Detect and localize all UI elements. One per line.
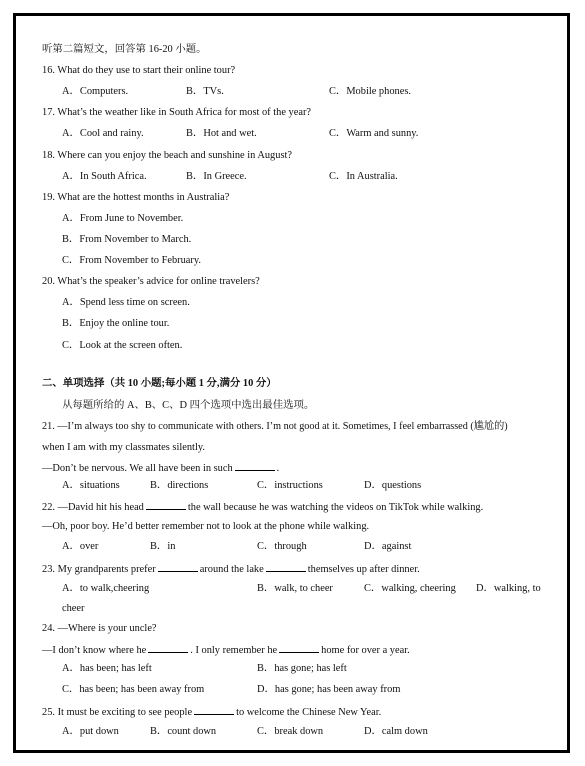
q17-option-a: A．Cool and rainy. xyxy=(62,128,144,139)
q23-option-c: C．walking, cheering xyxy=(364,583,456,594)
q25-option-c: C．break down xyxy=(257,726,324,737)
q21-line-2: when I am with my classmates silently. xyxy=(42,442,205,453)
q21-option-c: C．instructions xyxy=(257,480,323,491)
q20-option-b: B．Enjoy the online tour. xyxy=(62,318,170,329)
section-intro: 听第二篇短文，回答第 16-20 小题。 xyxy=(42,44,207,55)
answer-blank xyxy=(235,461,275,471)
q22-option-a: A．over xyxy=(62,541,99,552)
question-19: 19. What are the hottest months in Australia? xyxy=(42,192,230,203)
q24-line-1: 24. —Where is your uncle? xyxy=(42,623,157,634)
q22-option-c: C．through xyxy=(257,541,307,552)
q18-option-b: B．In Greece. xyxy=(186,171,247,182)
answer-blank xyxy=(158,562,198,572)
answer-blank xyxy=(266,562,306,572)
q21-option-b: B．directions xyxy=(150,480,209,491)
q22-option-d: D．against xyxy=(364,541,412,552)
question-17: 17. What’s the weather like in South Africa for most of the year? xyxy=(42,107,312,118)
q23-option-d: D．walking, to xyxy=(476,583,541,594)
q21-option-d: D．questions xyxy=(364,480,422,491)
q25-option-d: D．calm down xyxy=(364,726,428,737)
q22-line-1: 22. —David hit his head the wall because he was watching the videos on TikTok while walking. xyxy=(42,502,484,513)
q23-option-d-wrap: cheer xyxy=(62,603,85,614)
q19-option-c: C．From November to February. xyxy=(62,255,201,266)
q21-line-3: —Don’t be nervous. We all have been in such . xyxy=(42,463,280,474)
q16-option-c: C．Mobile phones. xyxy=(329,86,411,97)
question-16: 16. What do they use to start their online tour? xyxy=(42,65,236,76)
q20-option-c: C．Look at the screen often. xyxy=(62,340,183,351)
q17-option-b: B．Hot and wet. xyxy=(186,128,257,139)
q25-option-a: A．put down xyxy=(62,726,119,737)
q21-line-1: 21. —I’m always too shy to communicate with others. I’m not good at it. Sometimes, I feel embarrassed (尴尬的) xyxy=(42,421,508,432)
q18-option-c: C．In Australia. xyxy=(329,171,398,182)
q19-option-a: A．From June to November. xyxy=(62,213,184,224)
q16-option-a: A．Computers. xyxy=(62,86,129,97)
q25-option-b: B．count down xyxy=(150,726,217,737)
answer-blank xyxy=(146,500,186,510)
q24-option-a: A．has been; has left xyxy=(62,663,152,674)
q19-option-b: B．From November to March. xyxy=(62,234,192,245)
q23-option-a: A．to walk,cheering xyxy=(62,583,150,594)
q22-option-b: B．in xyxy=(150,541,176,552)
q18-option-a: A．In South Africa. xyxy=(62,171,147,182)
q23-line-1: 23. My grandparents prefer around the lake themselves up after dinner. xyxy=(42,564,420,575)
q20-option-a: A．Spend less time on screen. xyxy=(62,297,190,308)
answer-blank xyxy=(279,643,319,653)
section-heading: 二、单项选择（共 10 小题;每小题 1 分,满分 10 分） xyxy=(42,378,277,389)
question-20: 20. What’s the speaker’s advice for online travelers? xyxy=(42,276,260,287)
q24-option-c: C．has been; has been away from xyxy=(62,684,205,695)
q17-option-c: C．Warm and sunny. xyxy=(329,128,419,139)
q16-option-b: B．TVs. xyxy=(186,86,224,97)
answer-blank xyxy=(148,643,188,653)
q21-option-a: A．situations xyxy=(62,480,120,491)
answer-blank xyxy=(194,705,234,715)
q23-option-b: B．walk, to cheer xyxy=(257,583,333,594)
q25-line-1: 25. It must be exciting to see people to welcome the Chinese New Year. xyxy=(42,707,382,718)
q24-line-2: —I don’t know where he . I only remember he home for over a year. xyxy=(42,645,410,656)
section-instruction: 从每题所给的 A、B、C、D 四个选项中选出最佳选项。 xyxy=(62,400,315,411)
q24-option-d: D．has gone; has been away from xyxy=(257,684,401,695)
q22-line-2: —Oh, poor boy. He’d better remember not to look at the phone while walking. xyxy=(42,521,370,532)
q24-option-b: B．has gone; has left xyxy=(257,663,347,674)
question-18: 18. Where can you enjoy the beach and sunshine in August? xyxy=(42,150,292,161)
